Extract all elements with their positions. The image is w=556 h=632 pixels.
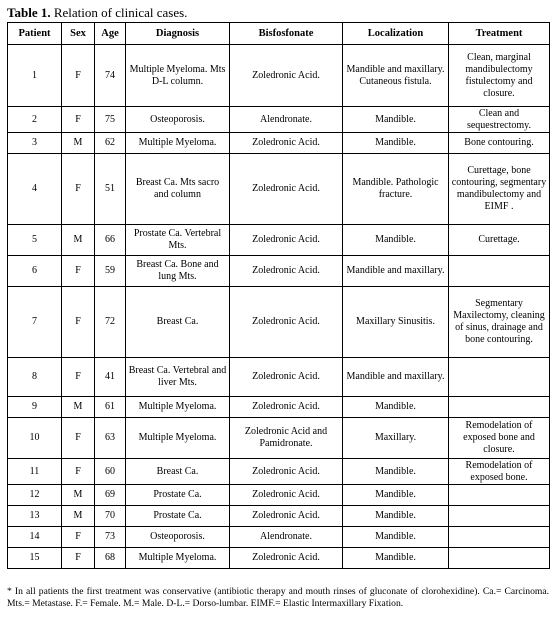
cell-age: 73 bbox=[95, 527, 126, 548]
cell-patient: 7 bbox=[8, 287, 62, 358]
cell-bisfosfonate: Zoledronic Acid and Pamidronate. bbox=[230, 418, 343, 459]
cell-bisfosfonate: Zoledronic Acid. bbox=[230, 485, 343, 506]
table-row bbox=[8, 506, 550, 527]
cell-localization: Mandible. bbox=[343, 133, 449, 154]
cell-sex: M bbox=[62, 133, 95, 154]
table-row bbox=[8, 256, 550, 287]
cell-age: 72 bbox=[95, 287, 126, 358]
cell-treatment bbox=[449, 527, 550, 548]
cell-diagnosis: Multiple Myeloma. bbox=[126, 133, 230, 154]
table-row bbox=[8, 154, 550, 225]
cell-age: 51 bbox=[95, 154, 126, 225]
cell-treatment bbox=[449, 256, 550, 287]
cell-diagnosis: Breast Ca. Vertebral and liver Mts. bbox=[126, 358, 230, 397]
cell-treatment: Curettage, bone contouring, segmentary mandibulectomy and EIMF . bbox=[449, 154, 550, 225]
cell-patient: 12 bbox=[8, 485, 62, 506]
cell-treatment bbox=[449, 358, 550, 397]
cell-treatment: Clean, marginal mandibulectomy fistulectomy and closure. bbox=[449, 45, 550, 107]
cell-age: 62 bbox=[95, 133, 126, 154]
cell-sex: F bbox=[62, 459, 95, 485]
cell-localization: Mandible. bbox=[343, 459, 449, 485]
cell-sex: F bbox=[62, 548, 95, 569]
table-title-text: Relation of clinical cases. bbox=[50, 5, 188, 20]
cell-patient: 3 bbox=[8, 133, 62, 154]
table-row bbox=[8, 133, 550, 154]
cell-treatment: Curettage. bbox=[449, 225, 550, 256]
cell-treatment bbox=[449, 506, 550, 527]
header-sex: Sex bbox=[62, 23, 95, 45]
cell-bisfosfonate: Alendronate. bbox=[230, 107, 343, 133]
cell-sex: F bbox=[62, 45, 95, 107]
cell-treatment: Bone contouring. bbox=[449, 133, 550, 154]
cell-age: 68 bbox=[95, 548, 126, 569]
cell-localization: Mandible. bbox=[343, 107, 449, 133]
cell-patient: 5 bbox=[8, 225, 62, 256]
cell-localization: Mandible. bbox=[343, 506, 449, 527]
table-row bbox=[8, 358, 550, 397]
cell-age: 61 bbox=[95, 397, 126, 418]
table-row bbox=[8, 225, 550, 256]
cell-treatment: Clean and sequestrectomy. bbox=[449, 107, 550, 133]
table-title bbox=[7, 5, 187, 21]
cell-patient: 8 bbox=[8, 358, 62, 397]
cell-sex: M bbox=[62, 506, 95, 527]
cell-patient: 6 bbox=[8, 256, 62, 287]
cell-bisfosfonate: Zoledronic Acid. bbox=[230, 133, 343, 154]
cell-sex: F bbox=[62, 527, 95, 548]
cell-diagnosis: Multiple Myeloma. Mts D-L column. bbox=[126, 45, 230, 107]
footnote: * In all patients the first treatment was conservative (antibiotic therapy and mouth rinses of gluconate of clorohexidine). Ca.= Carcinoma. Mts.= Metastase. F.= Female. M.= Male. D-L.= Dorso-lumbar. EIMF.= Elastic Intermaxillary Fixation. bbox=[7, 586, 549, 609]
cell-age: 59 bbox=[95, 256, 126, 287]
header-localization: Localization bbox=[343, 23, 449, 45]
cell-patient: 11 bbox=[8, 459, 62, 485]
cell-localization: Mandible and maxillary. Cutaneous fistula. bbox=[343, 45, 449, 107]
cell-sex: F bbox=[62, 287, 95, 358]
cell-localization: Mandible. bbox=[343, 397, 449, 418]
header-age: Age bbox=[95, 23, 126, 45]
table-body bbox=[8, 45, 550, 569]
cell-sex: M bbox=[62, 485, 95, 506]
header-diagnosis: Diagnosis bbox=[126, 23, 230, 45]
header-bisfosfonate: Bisfosfonate bbox=[230, 23, 343, 45]
cell-sex: F bbox=[62, 154, 95, 225]
cell-treatment: Remodelation of exposed bone. bbox=[449, 459, 550, 485]
cell-patient: 15 bbox=[8, 548, 62, 569]
cell-bisfosfonate: Zoledronic Acid. bbox=[230, 256, 343, 287]
cell-treatment bbox=[449, 548, 550, 569]
header-treatment: Treatment bbox=[449, 23, 550, 45]
cell-localization: Mandible. Pathologic fracture. bbox=[343, 154, 449, 225]
cell-diagnosis: Prostate Ca. bbox=[126, 506, 230, 527]
cell-sex: F bbox=[62, 358, 95, 397]
cell-treatment: Remodelation of exposed bone and closure. bbox=[449, 418, 550, 459]
cell-treatment bbox=[449, 397, 550, 418]
cell-sex: M bbox=[62, 225, 95, 256]
cell-diagnosis: Prostate Ca. Vertebral Mts. bbox=[126, 225, 230, 256]
table-row bbox=[8, 485, 550, 506]
cell-bisfosfonate: Zoledronic Acid. bbox=[230, 358, 343, 397]
cell-patient: 4 bbox=[8, 154, 62, 225]
table-row bbox=[8, 459, 550, 485]
cell-diagnosis: Prostate Ca. bbox=[126, 485, 230, 506]
cell-diagnosis: Multiple Myeloma. bbox=[126, 548, 230, 569]
cell-localization: Mandible. bbox=[343, 225, 449, 256]
cell-bisfosfonate: Zoledronic Acid. bbox=[230, 548, 343, 569]
cell-diagnosis: Breast Ca. bbox=[126, 287, 230, 358]
cell-localization: Mandible. bbox=[343, 548, 449, 569]
table-row bbox=[8, 418, 550, 459]
table-row bbox=[8, 397, 550, 418]
cell-bisfosfonate: Zoledronic Acid. bbox=[230, 154, 343, 225]
clinical-cases-table bbox=[7, 22, 550, 569]
cell-localization: Mandible. bbox=[343, 527, 449, 548]
cell-age: 75 bbox=[95, 107, 126, 133]
cell-diagnosis: Breast Ca. Bone and lung Mts. bbox=[126, 256, 230, 287]
cell-sex: F bbox=[62, 107, 95, 133]
cell-patient: 13 bbox=[8, 506, 62, 527]
cell-patient: 9 bbox=[8, 397, 62, 418]
cell-age: 66 bbox=[95, 225, 126, 256]
cell-bisfosfonate: Alendronate. bbox=[230, 527, 343, 548]
cell-diagnosis: Breast Ca. bbox=[126, 459, 230, 485]
table-row bbox=[8, 287, 550, 358]
cell-patient: 1 bbox=[8, 45, 62, 107]
cell-diagnosis: Osteoporosis. bbox=[126, 527, 230, 548]
table-row bbox=[8, 548, 550, 569]
header-row bbox=[8, 23, 550, 45]
table-row bbox=[8, 107, 550, 133]
cell-localization: Mandible and maxillary. bbox=[343, 358, 449, 397]
cell-bisfosfonate: Zoledronic Acid. bbox=[230, 225, 343, 256]
cell-age: 74 bbox=[95, 45, 126, 107]
cell-sex: F bbox=[62, 418, 95, 459]
cell-age: 63 bbox=[95, 418, 126, 459]
cell-bisfosfonate: Zoledronic Acid. bbox=[230, 459, 343, 485]
table-row bbox=[8, 527, 550, 548]
cell-localization: Mandible. bbox=[343, 485, 449, 506]
cell-localization: Maxillary Sinusitis. bbox=[343, 287, 449, 358]
cell-age: 69 bbox=[95, 485, 126, 506]
cell-localization: Maxillary. bbox=[343, 418, 449, 459]
cell-patient: 14 bbox=[8, 527, 62, 548]
cell-patient: 2 bbox=[8, 107, 62, 133]
cell-diagnosis: Multiple Myeloma. bbox=[126, 418, 230, 459]
cell-sex: M bbox=[62, 397, 95, 418]
cell-bisfosfonate: Zoledronic Acid. bbox=[230, 287, 343, 358]
cell-age: 70 bbox=[95, 506, 126, 527]
cell-age: 60 bbox=[95, 459, 126, 485]
cell-sex: F bbox=[62, 256, 95, 287]
table-title-label: Table 1. bbox=[7, 5, 51, 20]
table-row bbox=[8, 45, 550, 107]
cell-bisfosfonate: Zoledronic Acid. bbox=[230, 506, 343, 527]
header-patient: Patient bbox=[8, 23, 62, 45]
cell-diagnosis: Osteoporosis. bbox=[126, 107, 230, 133]
cell-treatment bbox=[449, 485, 550, 506]
cell-bisfosfonate: Zoledronic Acid. bbox=[230, 45, 343, 107]
cell-bisfosfonate: Zoledronic Acid. bbox=[230, 397, 343, 418]
cell-treatment: Segmentary Maxilectomy, cleaning of sinus, drainage and bone contouring. bbox=[449, 287, 550, 358]
cell-patient: 10 bbox=[8, 418, 62, 459]
cell-diagnosis: Breast Ca. Mts sacro and column bbox=[126, 154, 230, 225]
cell-age: 41 bbox=[95, 358, 126, 397]
cell-diagnosis: Multiple Myeloma. bbox=[126, 397, 230, 418]
cell-localization: Mandible and maxillary. bbox=[343, 256, 449, 287]
